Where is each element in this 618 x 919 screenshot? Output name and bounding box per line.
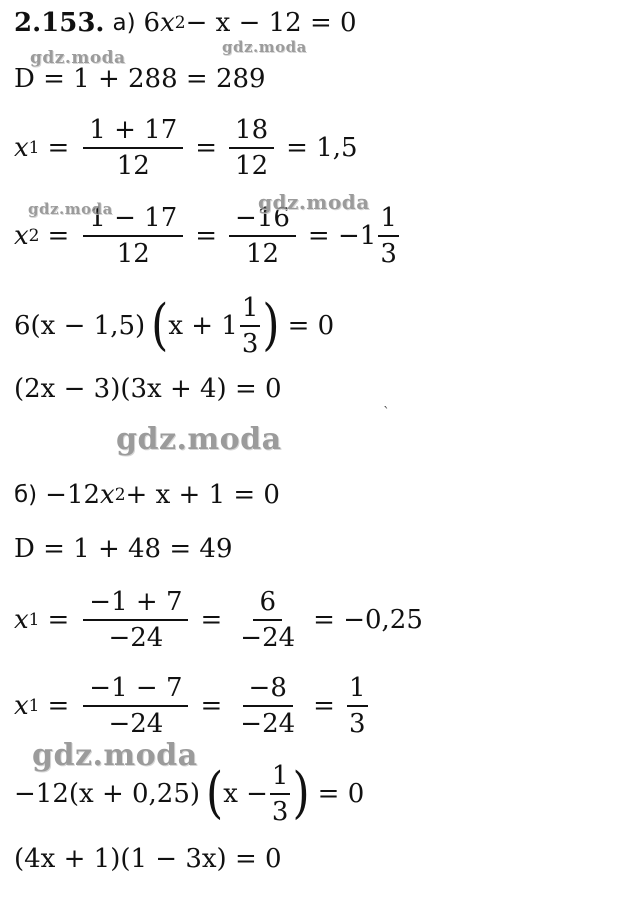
eq-sign: = <box>47 221 70 251</box>
denominator: 3 <box>271 797 289 827</box>
x2-var: x <box>14 221 29 251</box>
factored-a-lead: 6(x − 1,5) <box>14 311 146 341</box>
eq-sign: = <box>195 221 218 251</box>
x1-sub: 1 <box>28 138 40 158</box>
numerator: 1 <box>240 294 261 327</box>
numerator: −16 <box>229 204 296 237</box>
denominator: −24 <box>108 623 164 653</box>
fraction <box>270 762 291 826</box>
problem-number: 2.153. <box>14 8 105 38</box>
denominator: −24 <box>108 709 164 739</box>
x1-var: x <box>14 133 29 163</box>
numerator: 1 <box>378 204 399 237</box>
denominator: 12 <box>116 151 150 181</box>
watermark: gdz.moda <box>32 738 198 773</box>
eq-sign: = <box>200 691 223 721</box>
watermark: gdz.moda <box>222 38 307 56</box>
x2-result-whole: = −1 <box>307 221 377 251</box>
numerator: 6 <box>253 588 282 621</box>
eq-b-tail: + x + 1 = 0 <box>125 480 280 510</box>
numerator: 1 <box>270 762 291 795</box>
factored-b-inner: x − <box>223 779 268 809</box>
stray-mark: ˋ <box>383 405 390 421</box>
factored-a <box>14 294 334 358</box>
discriminant-b: D = 1 + 48 = 49 <box>14 534 233 564</box>
final-b: (4x + 1)(1 − 3x) = 0 <box>14 844 282 874</box>
equation-b <box>14 480 280 510</box>
x1-sub: 1 <box>28 610 40 630</box>
eq-a-sup: 2 <box>174 13 186 33</box>
factored-b-lead: −12(x + 0,25) <box>14 779 201 809</box>
eq-sign: = <box>195 133 218 163</box>
open-paren: ( <box>151 293 169 358</box>
watermark: gdz.moda <box>28 200 113 218</box>
eq-a-lead: 6 <box>143 8 161 38</box>
close-paren: ) <box>262 293 280 358</box>
fraction <box>234 674 301 738</box>
discriminant-a: D = 1 + 288 = 289 <box>14 64 266 94</box>
eq-b-var: x <box>100 480 115 510</box>
watermark: gdz.moda <box>30 48 126 68</box>
final-a: (2x − 3)(3x + 4) = 0 <box>14 374 282 404</box>
factored-b-tail: = 0 <box>317 779 365 809</box>
eq-b-sup: 2 <box>114 485 126 505</box>
watermark: gdz.moda <box>258 190 370 214</box>
x2-sub: 2 <box>28 226 40 246</box>
numerator: 1 + 17 <box>83 116 183 149</box>
eq-sign: = <box>313 691 335 721</box>
eq-a-tail: − x − 12 = 0 <box>185 8 357 38</box>
close-paren: ) <box>292 761 310 826</box>
fraction <box>378 204 399 268</box>
root-b-x2 <box>14 674 374 738</box>
numerator: 1 − 17 <box>83 204 183 237</box>
fraction <box>240 294 261 358</box>
fraction <box>347 674 368 738</box>
fraction <box>83 588 188 652</box>
denominator: −24 <box>240 709 296 739</box>
x1-var: x <box>14 605 29 635</box>
eq-sign: = <box>47 691 70 721</box>
fraction <box>83 674 188 738</box>
numerator: −1 + 7 <box>83 588 188 621</box>
denominator: −24 <box>240 623 296 653</box>
equation-a <box>14 8 357 38</box>
x1-result: = −0,25 <box>313 605 423 635</box>
denominator: 3 <box>380 239 397 269</box>
eq-b-lead: −12 <box>45 480 101 510</box>
part-b-label: б) <box>14 482 38 508</box>
numerator: 18 <box>229 116 274 149</box>
open-paren: ( <box>206 761 224 826</box>
x1-result: = 1,5 <box>286 133 358 163</box>
fraction <box>234 588 301 652</box>
denominator: 12 <box>235 151 269 181</box>
factored-a-tail: = 0 <box>287 311 335 341</box>
eq-sign: = <box>47 605 70 635</box>
denominator: 12 <box>116 239 150 269</box>
eq-sign: = <box>47 133 70 163</box>
root-b-x1 <box>14 588 423 652</box>
fraction <box>229 116 274 180</box>
denominator: 12 <box>245 239 280 269</box>
x1-var: x <box>14 691 29 721</box>
denominator: 3 <box>241 329 259 359</box>
numerator: −1 − 7 <box>83 674 188 707</box>
fraction <box>83 116 183 180</box>
part-a-label: а) <box>112 10 136 36</box>
root-a-x1 <box>14 116 358 180</box>
watermark: gdz.moda <box>116 422 282 457</box>
numerator: −8 <box>243 674 293 707</box>
eq-a-var: x <box>160 8 175 38</box>
numerator: 1 <box>347 674 368 707</box>
factored-a-inner: x + 1 <box>168 311 238 341</box>
x1-sub: 1 <box>28 696 40 716</box>
denominator: 3 <box>348 709 366 739</box>
eq-sign: = <box>200 605 223 635</box>
